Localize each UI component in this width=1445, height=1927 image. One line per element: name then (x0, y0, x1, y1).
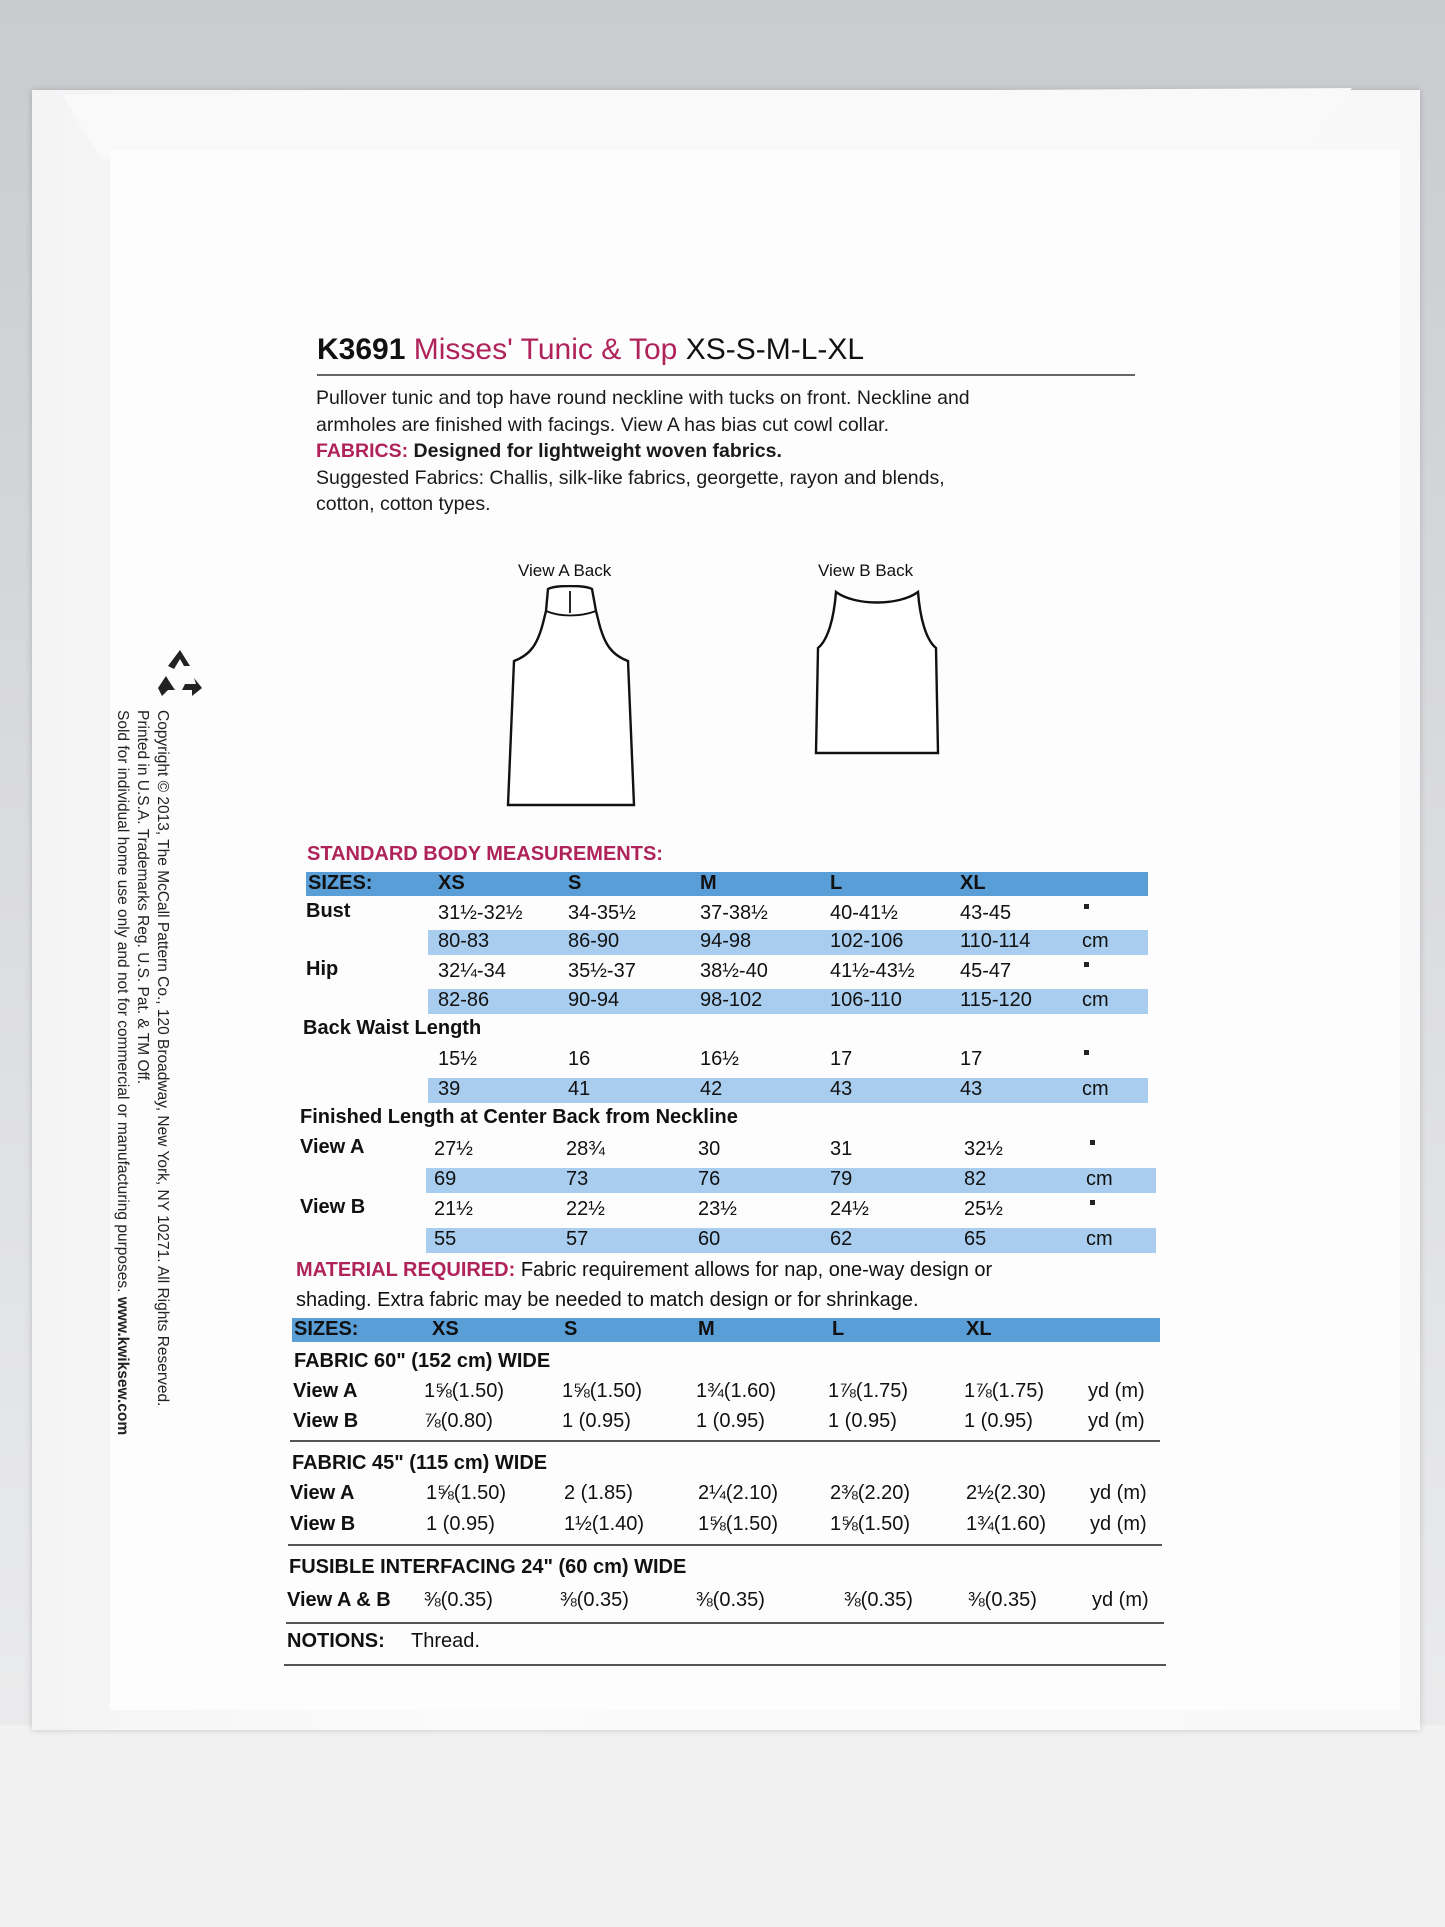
yardage-value: ⅜(0.35) (844, 1589, 913, 1611)
size-header: XS (432, 1318, 459, 1340)
fabric-60-title: FABRIC 60" (152 cm) WIDE (294, 1350, 551, 1372)
measure-value: 23½ (698, 1198, 737, 1220)
size-header: M (698, 1318, 715, 1340)
view-label: View A & B (287, 1589, 391, 1611)
fabric-45-title: FABRIC 45" (115 cm) WIDE (292, 1452, 548, 1474)
sizes-header-bar (306, 872, 1148, 896)
unit-yd: yd (m) (1088, 1380, 1145, 1402)
measure-value: 79 (830, 1168, 853, 1190)
yardage-value: ⅜(0.35) (696, 1589, 765, 1611)
measure-value: 41 (568, 1078, 591, 1100)
material-required-note: shading. Extra fabric may be needed to match design or for shrinkage. (296, 1289, 919, 1311)
measure-value: 43 (960, 1078, 983, 1100)
measure-value: 25½ (964, 1198, 1003, 1220)
measure-value: 21½ (434, 1198, 473, 1220)
yardage-value: 1 (0.95) (828, 1410, 897, 1432)
inch-mark (1084, 1050, 1089, 1055)
website-link: www.kwiksew.com (114, 1296, 131, 1436)
yardage-value: 1 (0.95) (562, 1410, 631, 1432)
view-label: View A (293, 1380, 358, 1402)
unit-yd: yd (m) (1088, 1410, 1145, 1432)
view-b-label: View B Back (818, 561, 914, 580)
notions-label: NOTIONS: (287, 1630, 385, 1652)
unit-cm: cm (1082, 930, 1109, 952)
sizes-label: SIZES: (308, 872, 373, 894)
view-label: View B (293, 1410, 359, 1432)
title-divider (317, 374, 1135, 376)
measure-value: 28¾ (566, 1138, 605, 1160)
measure-value: 35½-37 (568, 960, 636, 982)
measure-value: 27½ (434, 1138, 473, 1160)
yardage-value: 1⅞(1.75) (964, 1380, 1045, 1402)
yardage-value: 1 (0.95) (964, 1410, 1033, 1432)
measure-value: 76 (698, 1168, 721, 1190)
size-header: XL (966, 1318, 992, 1340)
yardage-value: 1 (0.95) (426, 1513, 495, 1535)
size-header: L (830, 872, 843, 894)
printed-line: Printed in U.S.A. Trademarks Reg. U.S. Pat. & TM Off. (134, 710, 151, 1085)
measure-value: 82-86 (438, 989, 490, 1011)
measure-label: Finished Length at Center Back from Neckline (300, 1106, 738, 1128)
measure-value: 90-94 (568, 989, 620, 1011)
yardage-value: 1 (0.95) (696, 1410, 765, 1432)
yardage-value: ⅜(0.35) (560, 1589, 629, 1611)
copyright-line: Copyright © 2013, The McCall Pattern Co., 120 Broadway, New York, NY 10271. All Rights Reserved. (154, 710, 171, 1407)
measure-value: 38½-40 (700, 960, 768, 982)
measure-value: 55 (434, 1228, 457, 1250)
measure-value: 37-38½ (700, 902, 768, 924)
material-required-note: Fabric requirement allows for nap, one-way design or (520, 1259, 993, 1281)
measure-value: 80-83 (438, 930, 490, 952)
body-measurements-title: STANDARD BODY MEASUREMENTS: (307, 843, 663, 865)
view-label: View A (290, 1482, 355, 1504)
measure-value: 24½ (830, 1198, 869, 1220)
yardage-value: 2¼(2.10) (698, 1482, 779, 1504)
yardage-value: 1½(1.40) (564, 1513, 645, 1535)
fabrics-line (316, 438, 1136, 465)
yardage-value: 1⅝(1.50) (830, 1513, 911, 1535)
material-required-label: MATERIAL REQUIRED: (296, 1259, 516, 1281)
measure-label: Hip (306, 958, 339, 980)
yardage-value: 1⅝(1.50) (426, 1482, 507, 1504)
yardage-value: 2⅜(2.20) (830, 1482, 911, 1504)
metric-band (426, 1168, 1156, 1193)
yardage-value: 2½(2.30) (966, 1482, 1047, 1504)
measure-value: 82 (964, 1168, 987, 1190)
measure-value: 69 (434, 1168, 457, 1190)
measure-label: Bust (306, 900, 351, 922)
measure-label: View B (300, 1196, 366, 1218)
size-header: M (700, 872, 717, 894)
size-header: XL (960, 872, 986, 894)
measure-value: 16½ (700, 1048, 739, 1070)
yardage-value: ⅜(0.35) (424, 1589, 493, 1611)
measure-label: Back Waist Length (303, 1017, 482, 1039)
metric-band (428, 1078, 1148, 1103)
suggested-fabrics-line: Suggested Fabrics: Challis, silk-like fabrics, georgette, rayon and blends, (316, 466, 945, 489)
description-line: armholes are finished with facings. View A has bias cut cowl collar. (316, 413, 890, 436)
measure-value: 15½ (438, 1048, 477, 1070)
material-required-text (296, 1255, 1156, 1315)
measure-value: 115-120 (960, 989, 1032, 1011)
measure-value: 30 (698, 1138, 721, 1160)
measure-value: 31½-32½ (438, 902, 523, 924)
metric-band (426, 1228, 1156, 1253)
page-title (317, 333, 864, 367)
description-line: Pullover tunic and top have round neckline with tucks on front. Neckline and (316, 387, 970, 409)
measure-value: 16 (568, 1048, 591, 1070)
measure-value: 32¼-34 (438, 960, 506, 982)
fabrics-label: FABRICS: (316, 440, 409, 462)
measure-value: 17 (830, 1048, 853, 1070)
measure-value: 34-35½ (568, 902, 636, 924)
measure-value: 60 (698, 1228, 721, 1250)
measure-value: 62 (830, 1228, 853, 1250)
section-divider (286, 1622, 1164, 1624)
size-header: S (564, 1318, 578, 1340)
material-sizes-bar (292, 1318, 1160, 1342)
view-label: View B (290, 1513, 356, 1535)
metric-band (428, 930, 1148, 955)
view-a-label: View A Back (518, 561, 612, 580)
inch-mark (1084, 904, 1089, 909)
pattern-sizes: XS-S-M-L-XL (685, 333, 865, 366)
measure-label: View A (300, 1136, 365, 1158)
pattern-name: Misses' Tunic & Top (413, 333, 678, 366)
measure-value: 40-41½ (830, 902, 898, 924)
measure-value: 106-110 (830, 989, 902, 1011)
unit-cm: cm (1086, 1168, 1113, 1190)
measure-value: 86-90 (568, 930, 620, 952)
view-b-back-sketch (810, 588, 944, 758)
unit-yd: yd (m) (1092, 1589, 1149, 1611)
measure-value: 39 (438, 1078, 461, 1100)
sizes-label: SIZES: (294, 1318, 359, 1340)
yardage-value: 1¾(1.60) (696, 1380, 777, 1402)
section-divider (288, 1544, 1162, 1546)
size-header: L (832, 1318, 845, 1340)
measure-value: 31 (830, 1138, 853, 1160)
inch-mark (1090, 1200, 1095, 1205)
view-a-back-sketch (500, 585, 640, 810)
description (316, 385, 1136, 518)
yardage-value: 1¾(1.60) (966, 1513, 1047, 1535)
section-divider (290, 1440, 1160, 1442)
measure-value: 32½ (964, 1138, 1003, 1160)
fabrics-text: Designed for lightweight woven fabrics. (413, 440, 782, 462)
measure-value: 94-98 (700, 930, 752, 952)
yardage-value: ⅞(0.80) (424, 1410, 493, 1432)
unit-yd: yd (m) (1090, 1513, 1147, 1535)
unit-yd: yd (m) (1090, 1482, 1147, 1504)
measure-value: 65 (964, 1228, 987, 1250)
measure-value: 57 (566, 1228, 589, 1250)
measure-value: 98-102 (700, 989, 763, 1011)
yardage-value: ⅜(0.35) (968, 1589, 1037, 1611)
pattern-code: K3691 (317, 333, 406, 366)
metric-band (428, 989, 1148, 1014)
measure-value: 45-47 (960, 960, 1012, 982)
unit-cm: cm (1082, 1078, 1109, 1100)
section-divider (284, 1664, 1166, 1666)
inch-mark (1084, 962, 1089, 967)
size-header: S (568, 872, 582, 894)
notions-value: Thread. (411, 1630, 480, 1652)
interfacing-title: FUSIBLE INTERFACING 24" (60 cm) WIDE (289, 1556, 687, 1578)
measure-value: 43 (830, 1078, 853, 1100)
inch-mark (1090, 1140, 1095, 1145)
measure-value: 41½-43½ (830, 960, 915, 982)
yardage-value: 1⅝(1.50) (562, 1380, 643, 1402)
measure-value: 17 (960, 1048, 983, 1070)
measure-value: 43-45 (960, 902, 1012, 924)
unit-cm: cm (1082, 989, 1109, 1011)
measure-value: 110-114 (960, 930, 1031, 952)
measure-value: 102-106 (830, 930, 904, 952)
measure-value: 73 (566, 1168, 589, 1190)
size-header: XS (438, 872, 465, 894)
sold-line: Sold for individual home use only and not for commercial or manufacturing purposes. www.kwiksew.com (114, 710, 131, 1436)
yardage-value: 1⅝(1.50) (698, 1513, 779, 1535)
yardage-value: 1⅝(1.50) (424, 1380, 505, 1402)
yardage-value: 1⅞(1.75) (828, 1380, 909, 1402)
measure-value: 22½ (566, 1198, 605, 1220)
unit-cm: cm (1086, 1228, 1113, 1250)
suggested-fabrics-line: cotton, cotton types. (316, 493, 491, 515)
measure-value: 42 (700, 1078, 723, 1100)
yardage-value: 2 (1.85) (564, 1482, 633, 1504)
